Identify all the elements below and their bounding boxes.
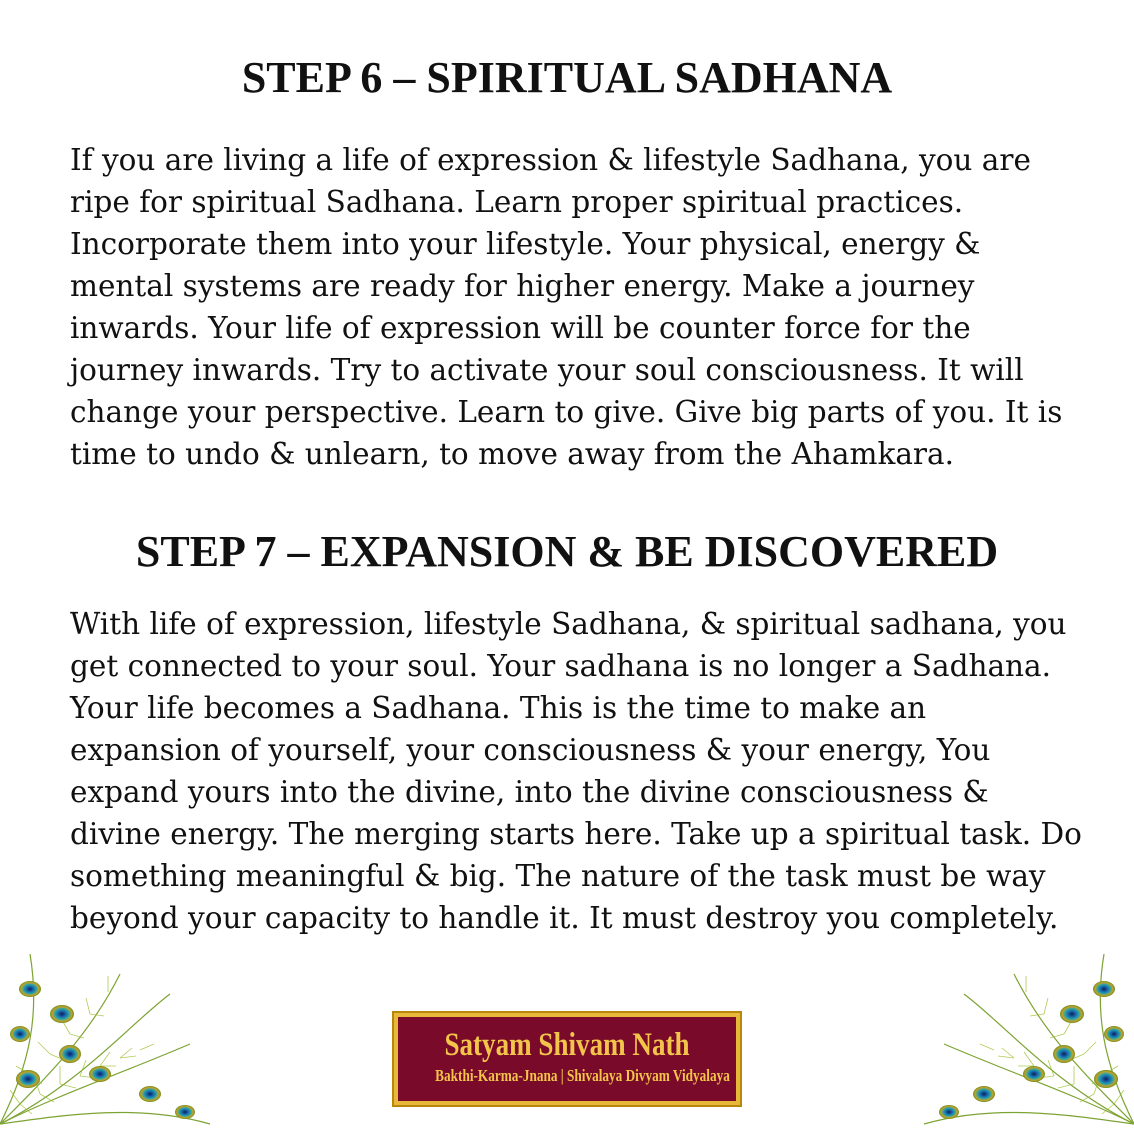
paragraph-line: expansion of yourself, your consciousness & your energy, You	[70, 733, 991, 767]
step-6-heading: STEP 6 – SPIRITUAL SADHANA	[241, 53, 893, 102]
step-6-paragraph	[70, 139, 1080, 475]
logo-title: Satyam Shivam Nath	[444, 1027, 690, 1063]
paragraph-line: Your life becomes a Sadhana. This is the time to make an	[70, 691, 927, 725]
paragraph-line: ripe for spiritual Sadhana. Learn proper spiritual practices.	[70, 185, 964, 219]
peacock-feathers-icon	[0, 954, 215, 1134]
paragraph-line: expand yours into the divine, into the divine consciousness &	[70, 775, 989, 809]
logo-subtitle: Bakthi-Karma-Jnana | Shivalaya Divyam Vidyalaya	[435, 1066, 730, 1085]
paragraph-line: If you are living a life of expression & lifestyle Sadhana, you are	[70, 143, 1031, 177]
paragraph-line: time to undo & unlearn, to move away from the Ahamkara.	[70, 437, 954, 471]
paragraph-line: journey inwards. Try to activate your soul consciousness. It will	[70, 353, 1024, 387]
paragraph-line: something meaningful & big. The nature of the task must be way	[70, 859, 1046, 893]
peacock-feathers-icon	[919, 954, 1134, 1134]
step-7-paragraph	[70, 603, 1080, 939]
satyam-shivam-nath-logo	[394, 1013, 740, 1105]
paragraph-line: inwards. Your life of expression will be counter force for the	[70, 311, 971, 345]
paragraph-line: change your perspective. Learn to give. Give big parts of you. It is	[70, 395, 1063, 429]
paragraph-line: beyond your capacity to handle it. It must destroy you completely.	[70, 901, 1059, 935]
step-7-heading: STEP 7 – EXPANSION & BE DISCOVERED	[135, 527, 999, 576]
paragraph-line: mental systems are ready for higher energy. Make a journey	[70, 269, 975, 303]
paragraph-line: divine energy. The merging starts here. Take up a spiritual task. Do	[70, 817, 1082, 851]
paragraph-line: Incorporate them into your lifestyle. Your physical, energy &	[70, 227, 981, 261]
paragraph-line: With life of expression, lifestyle Sadhana, & spiritual sadhana, you	[70, 607, 1067, 641]
paragraph-line: get connected to your soul. Your sadhana is no longer a Sadhana.	[70, 649, 1052, 683]
